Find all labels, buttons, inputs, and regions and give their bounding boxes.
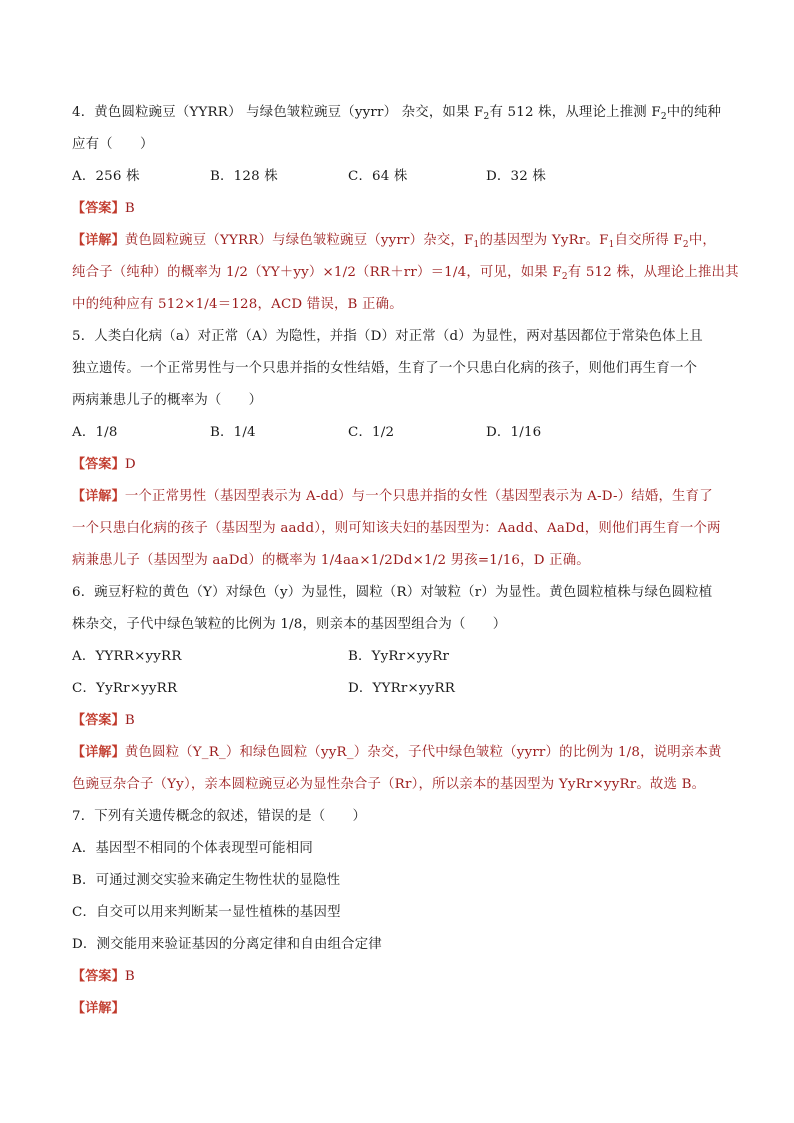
q4-stem-line-1: 4．黄色圆粒豌豆（YYRR） 与绿色皱粒豌豆（yyrr） 杂交，如果 $F_2$有 512 株，从理论上推测 $F_2$中的纯种: [72, 105, 722, 122]
q5-detail-line-3: 病兼患儿子（基因型为 aaDd）的概率为 1/4aa×1/2Dd×1/2 男孩=1/16，D 正确。: [72, 553, 590, 568]
q5-stem-line-3: 两病兼患儿子的概率为（ ）: [72, 393, 263, 408]
q4-detail-line-3: 中的纯种应有 512×1/4＝128，ACD 错误，B 正确。: [72, 297, 403, 312]
q5-stem-line-1: 5．人类白化病（a）对正常（A）为隐性，并指（D）对正常（d）为显性，两对基因都位于常染色体上且: [72, 329, 703, 344]
detail-tag: 【详解】: [72, 489, 125, 504]
q7-detail: [72, 993, 722, 1025]
q6-detail-line-2: 色豌豆杂合子（Yy），亲本圆粒豌豆必为显性杂合子（Rr），所以亲本的基因型为 YyRr×yyRr。故选 B。: [72, 777, 706, 792]
q5-option-d: D．1/16: [486, 425, 542, 440]
q7-option-b: B．可通过测交实验来确定生物性状的显隐性: [72, 873, 341, 888]
q6-option-c: C．YyRr×yyRR: [72, 681, 178, 696]
document-page: [72, 97, 739, 1025]
q4-detail-line-2: 纯合子（纯种）的概率为 1/2（YY＋yy）×1/2（RR＋rr）＝1/4，可见，如果 $F_2$有 512 株，从理论上推出其: [72, 265, 739, 282]
q6-option-d: D．YYRr×yyRR: [348, 681, 456, 696]
q6-stem-line-1: 6．豌豆籽粒的黄色（Y）对绿色（y）为显性，圆粒（R）对皱粒（r）为显性。黄色圆粒植株与绿色圆粒植: [72, 585, 713, 600]
q5-option-a: A．1/8: [72, 425, 118, 440]
q6-answer: [72, 705, 722, 737]
detail-tag: 【详解】: [72, 233, 125, 248]
detail-tag: 【详解】: [72, 1001, 125, 1016]
answer-tag: 【答案】: [72, 969, 125, 984]
q7-answer: [72, 961, 722, 993]
q7-stem: 7．下列有关遗传概念的叙述，错误的是（ ）: [72, 809, 367, 824]
answer-value: B: [124, 713, 135, 728]
q5-option-b: B．1/4: [210, 425, 256, 440]
q4-detail-line-1: 【详解】黄色圆粒豌豆（YYRR）与绿色皱粒豌豆（yyrr）杂交，$F_1$的基因型为 YyRr。$F_1$自交所得 $F_2$中，: [72, 233, 716, 250]
q5-detail-line-2: 一个只患白化病的孩子（基因型为 aadd），则可知该夫妇的基因型为：Aadd、AaDd，则他们再生育一个两: [72, 521, 721, 536]
detail-tag: 【详解】: [72, 745, 125, 760]
q4-answer: [72, 193, 722, 225]
answer-value: B: [124, 201, 135, 216]
answer-tag: 【答案】: [72, 201, 125, 216]
q6-stem-line-2: 株杂交，子代中绿色皱粒的比例为 1/8，则亲本的基因型组合为（ ）: [72, 617, 507, 632]
q4-option-b: B．128 株: [210, 169, 278, 184]
q4-option-d: D．32 株: [486, 169, 547, 184]
q6-detail-line-1: 【详解】黄色圆粒（Y_R_）和绿色圆粒（yyR_）杂交，子代中绿色皱粒（yyrr）的比例为 1/8，说明亲本黄: [72, 745, 722, 760]
answer-value: B: [124, 969, 135, 984]
q4-option-c: C．64 株: [348, 169, 408, 184]
q6-options-row-1: [72, 641, 722, 673]
answer-tag: 【答案】: [72, 713, 125, 728]
q5-options: [72, 417, 722, 449]
q6-options-row-2: [72, 673, 722, 705]
q4-stem-line-2: 应有（ ）: [72, 137, 154, 152]
answer-value: D: [124, 457, 136, 472]
q7-option-c: C．自交可以用来判断某一显性植株的基因型: [72, 905, 341, 920]
q6-option-b: B．YyRr×yyRr: [348, 649, 450, 664]
q4-options: [72, 161, 722, 193]
q5-option-c: C．1/2: [348, 425, 395, 440]
answer-tag: 【答案】: [72, 457, 125, 472]
q5-detail-line-1: 【详解】一个正常男性（基因型表示为 A-dd）与一个只患并指的女性（基因型表示为 A-D-）结婚，生育了: [72, 489, 713, 504]
q5-answer: [72, 449, 722, 481]
q7-option-a: A．基因型不相同的个体表现型可能相同: [72, 841, 313, 856]
q7-option-d: D．测交能用来验证基因的分离定律和自由组合定律: [72, 937, 382, 952]
q4-option-a: A．256 株: [72, 169, 140, 184]
q5-stem-line-2: 独立遗传。一个正常男性与一个只患并指的女性结婚，生育了一个只患白化病的孩子，则他们再生育一个: [72, 361, 698, 376]
q6-option-a: A．YYRR×yyRR: [72, 649, 182, 664]
